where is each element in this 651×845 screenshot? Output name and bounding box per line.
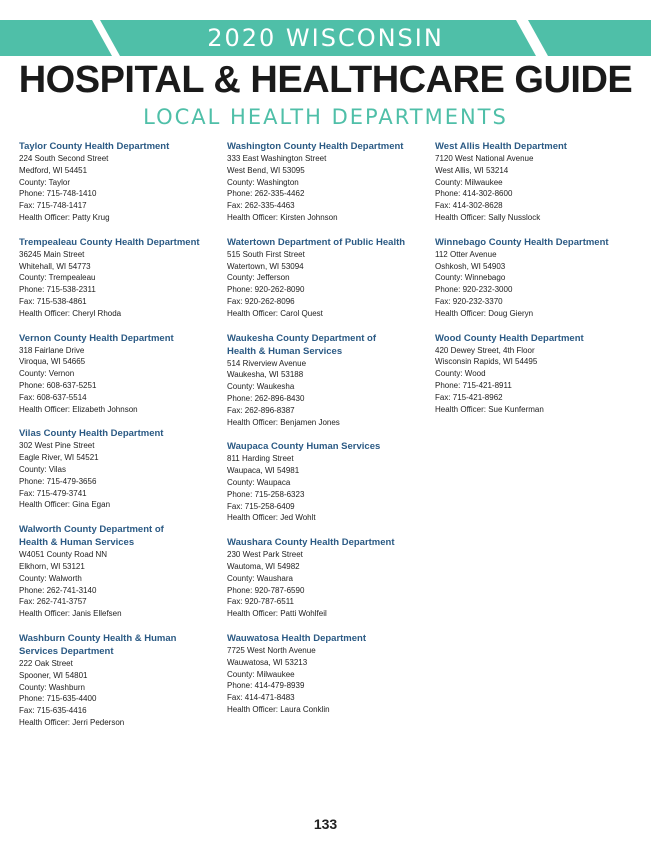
department-detail-line: Phone: 262-896-8430 xyxy=(227,393,305,403)
department-detail-line: County: Wood xyxy=(435,369,486,379)
department-detail-line: Health Officer: Sue Kunferman xyxy=(435,404,544,414)
department-detail-line: 230 West Park Street xyxy=(227,550,303,560)
department-entry xyxy=(435,236,635,320)
column-3 xyxy=(435,140,635,427)
department-detail-line: Phone: 920-232-3000 xyxy=(435,285,513,295)
department-detail-line: Fax: 715-635-4416 xyxy=(19,706,87,716)
department-entry xyxy=(227,236,427,320)
department-name: Health & Human Services xyxy=(227,345,343,357)
department-name: Waushara County Health Department xyxy=(227,537,395,549)
department-detail-line: 420 Dewey Street, 4th Floor xyxy=(435,345,535,355)
department-detail-line: 36245 Main Street xyxy=(19,249,85,259)
banner-title: 2020 WISCONSIN xyxy=(207,24,444,52)
department-detail-line: W4051 County Road NN xyxy=(19,550,108,560)
department-detail-line: Health Officer: Laura Conklin xyxy=(227,704,330,714)
department-detail-line: County: Milwaukee xyxy=(435,177,503,187)
department-name: Washington County Health Department xyxy=(227,141,404,152)
department-detail-line: County: Taylor xyxy=(19,177,70,187)
department-entry xyxy=(19,140,219,224)
department-entry xyxy=(227,536,427,620)
department-entry xyxy=(227,140,427,224)
department-detail-line: Fax: 262-896-8387 xyxy=(227,405,295,415)
department-detail-line: Fax: 715-479-3741 xyxy=(19,488,87,498)
department-detail-line: 514 Riverview Avenue xyxy=(227,358,307,368)
department-detail-line: 515 South First Street xyxy=(227,249,305,259)
department-detail-line: 302 West Pine Street xyxy=(19,441,95,451)
column-2 xyxy=(227,140,427,728)
department-entry xyxy=(435,332,635,416)
department-detail-line: Wautoma, WI 54982 xyxy=(227,561,300,571)
department-detail-line: 318 Fairlane Drive xyxy=(19,345,85,355)
department-detail-line: Medford, WI 54451 xyxy=(19,165,88,175)
department-entry xyxy=(19,632,219,729)
department-detail-line: Fax: 262-335-4463 xyxy=(227,201,295,211)
department-detail-line: Fax: 715-538-4861 xyxy=(19,296,87,306)
department-name: Waupaca County Human Services xyxy=(227,441,381,453)
department-detail-line: Phone: 608-637-5251 xyxy=(19,380,97,390)
department-detail-line: Phone: 715-748-1410 xyxy=(19,189,97,199)
department-name: Taylor County Health Department xyxy=(19,141,170,152)
department-detail-line: Phone: 414-479-8939 xyxy=(227,681,305,691)
page-number: 133 xyxy=(313,816,338,832)
department-detail-line: 811 Harding Street xyxy=(227,454,294,464)
department-detail-line: Phone: 715-258-6323 xyxy=(227,489,305,499)
department-detail-line: Phone: 414-302-8600 xyxy=(435,189,513,199)
department-detail-line: Elkhorn, WI 53121 xyxy=(19,561,85,571)
department-detail-line: County: Vilas xyxy=(19,464,66,474)
department-name: Trempealeau County Health Department xyxy=(19,236,200,248)
department-name: Services Department xyxy=(19,645,114,657)
department-detail-line: Fax: 414-471-8483 xyxy=(227,693,295,703)
department-name: Vilas County Health Department xyxy=(19,428,164,440)
department-entry xyxy=(19,427,219,511)
department-detail-line: 112 Otter Avenue xyxy=(435,249,497,259)
department-detail-line: Fax: 715-748-1417 xyxy=(19,201,87,211)
department-detail-line: Phone: 715-479-3656 xyxy=(19,476,97,486)
department-detail-line: Oshkosh, WI 54903 xyxy=(435,261,506,271)
department-name: West Allis Health Department xyxy=(435,141,567,152)
department-detail-line: 7120 West National Avenue xyxy=(435,154,534,163)
department-entry xyxy=(227,332,427,429)
department-detail-line: Health Officer: Sally Nusslock xyxy=(435,212,541,222)
department-detail-line: County: Jefferson xyxy=(227,273,290,283)
department-detail-line: Wauwatosa, WI 53213 xyxy=(227,657,308,667)
department-detail-line: Health Officer: Kirsten Johnson xyxy=(227,212,338,222)
department-detail-line: County: Waukesha xyxy=(227,382,295,392)
department-detail-line: County: Milwaukee xyxy=(227,669,295,679)
department-detail-line: Fax: 715-421-8962 xyxy=(435,392,503,402)
department-detail-line: Phone: 715-421-8911 xyxy=(435,380,512,390)
department-detail-line: Health Officer: Doug Gieryn xyxy=(435,308,534,318)
department-detail-line: Fax: 608-637-5514 xyxy=(19,392,87,402)
department-name: Winnebago County Health Department xyxy=(435,236,609,248)
department-detail-line: Fax: 920-232-3370 xyxy=(435,296,503,306)
department-detail-line: County: Waushara xyxy=(227,573,293,583)
department-detail-line: Waupaca, WI 54981 xyxy=(227,466,300,476)
department-detail-line: Health Officer: Benjamen Jones xyxy=(227,417,340,427)
department-entry xyxy=(227,632,427,716)
department-detail-line: Spooner, WI 54801 xyxy=(19,670,88,680)
department-detail-line: County: Washburn xyxy=(19,682,85,692)
department-detail-line: Phone: 262-335-4462 xyxy=(227,189,305,199)
department-entry xyxy=(435,140,635,224)
header-banner xyxy=(0,20,651,56)
department-detail-line: 333 East Washington Street xyxy=(227,154,327,163)
department-detail-line: Fax: 262-741-3757 xyxy=(19,597,87,607)
page-title: HOSPITAL & HEALTHCARE GUIDE xyxy=(18,59,633,101)
department-detail-line: County: Waupaca xyxy=(227,477,291,487)
department-detail-line: Health Officer: Patty Krug xyxy=(19,212,110,222)
department-name: Waukesha County Department of xyxy=(227,332,377,344)
department-detail-line: Wisconsin Rapids, WI 54495 xyxy=(435,357,538,367)
page-subtitle: LOCAL HEALTH DEPARTMENTS xyxy=(143,105,508,129)
department-detail-line: Phone: 920-262-8090 xyxy=(227,285,305,295)
department-detail-line: Viroqua, WI 54665 xyxy=(19,357,86,367)
department-detail-line: Phone: 262-741-3140 xyxy=(19,585,97,595)
department-detail-line: Fax: 920-787-6511 xyxy=(227,597,295,607)
department-detail-line: County: Trempealeau xyxy=(19,273,96,283)
column-1 xyxy=(19,140,219,741)
department-entry xyxy=(19,236,219,320)
department-name: Vernon County Health Department xyxy=(19,332,174,344)
department-detail-line: Health Officer: Patti Wohlfeil xyxy=(227,609,327,619)
department-name: Wauwatosa Health Department xyxy=(227,632,367,644)
department-detail-line: County: Walworth xyxy=(19,573,82,583)
department-detail-line: West Bend, WI 53095 xyxy=(227,165,305,175)
department-detail-line: Health Officer: Cheryl Rhoda xyxy=(19,308,122,318)
department-entry xyxy=(19,523,219,620)
department-detail-line: Waukesha, WI 53188 xyxy=(227,370,304,380)
department-detail-line: County: Washington xyxy=(227,177,299,187)
department-detail-line: Health Officer: Jerri Pederson xyxy=(19,717,125,727)
department-detail-line: Health Officer: Gina Egan xyxy=(19,500,111,510)
department-detail-line: Fax: 414-302-8628 xyxy=(435,201,503,211)
department-detail-line: Health Officer: Jed Wohlt xyxy=(227,513,316,523)
department-detail-line: 7725 West North Avenue xyxy=(227,645,316,655)
department-detail-line: Watertown, WI 53094 xyxy=(227,261,304,271)
department-detail-line: 222 Oak Street xyxy=(19,658,73,668)
department-detail-line: 224 South Second Street xyxy=(19,154,109,163)
department-detail-line: Whitehall, WI 54773 xyxy=(19,261,91,271)
department-detail-line: Phone: 920-787-6590 xyxy=(227,585,305,595)
department-detail-line: County: Winnebago xyxy=(435,273,506,283)
department-detail-line: West Allis, WI 53214 xyxy=(435,165,509,175)
department-entry xyxy=(227,440,427,524)
department-detail-line: Eagle River, WI 54521 xyxy=(19,453,99,463)
department-name: Washburn County Health & Human xyxy=(19,632,177,644)
department-name: Health & Human Services xyxy=(19,537,135,549)
department-detail-line: Health Officer: Elizabeth Johnson xyxy=(19,404,138,414)
department-detail-line: County: Vernon xyxy=(19,369,75,379)
department-name: Wood County Health Department xyxy=(435,332,584,344)
department-detail-line: Phone: 715-635-4400 xyxy=(19,694,97,704)
department-detail-line: Health Officer: Janis Ellefsen xyxy=(19,609,122,619)
department-detail-line: Health Officer: Carol Quest xyxy=(227,308,323,318)
department-detail-line: Fax: 715-258-6409 xyxy=(227,501,295,511)
department-name: Watertown Department of Public Health xyxy=(227,236,406,248)
department-name: Walworth County Department of xyxy=(19,524,164,536)
department-detail-line: Phone: 715-538-2311 xyxy=(19,285,96,295)
department-entry xyxy=(19,332,219,416)
department-detail-line: Fax: 920-262-8096 xyxy=(227,296,295,306)
